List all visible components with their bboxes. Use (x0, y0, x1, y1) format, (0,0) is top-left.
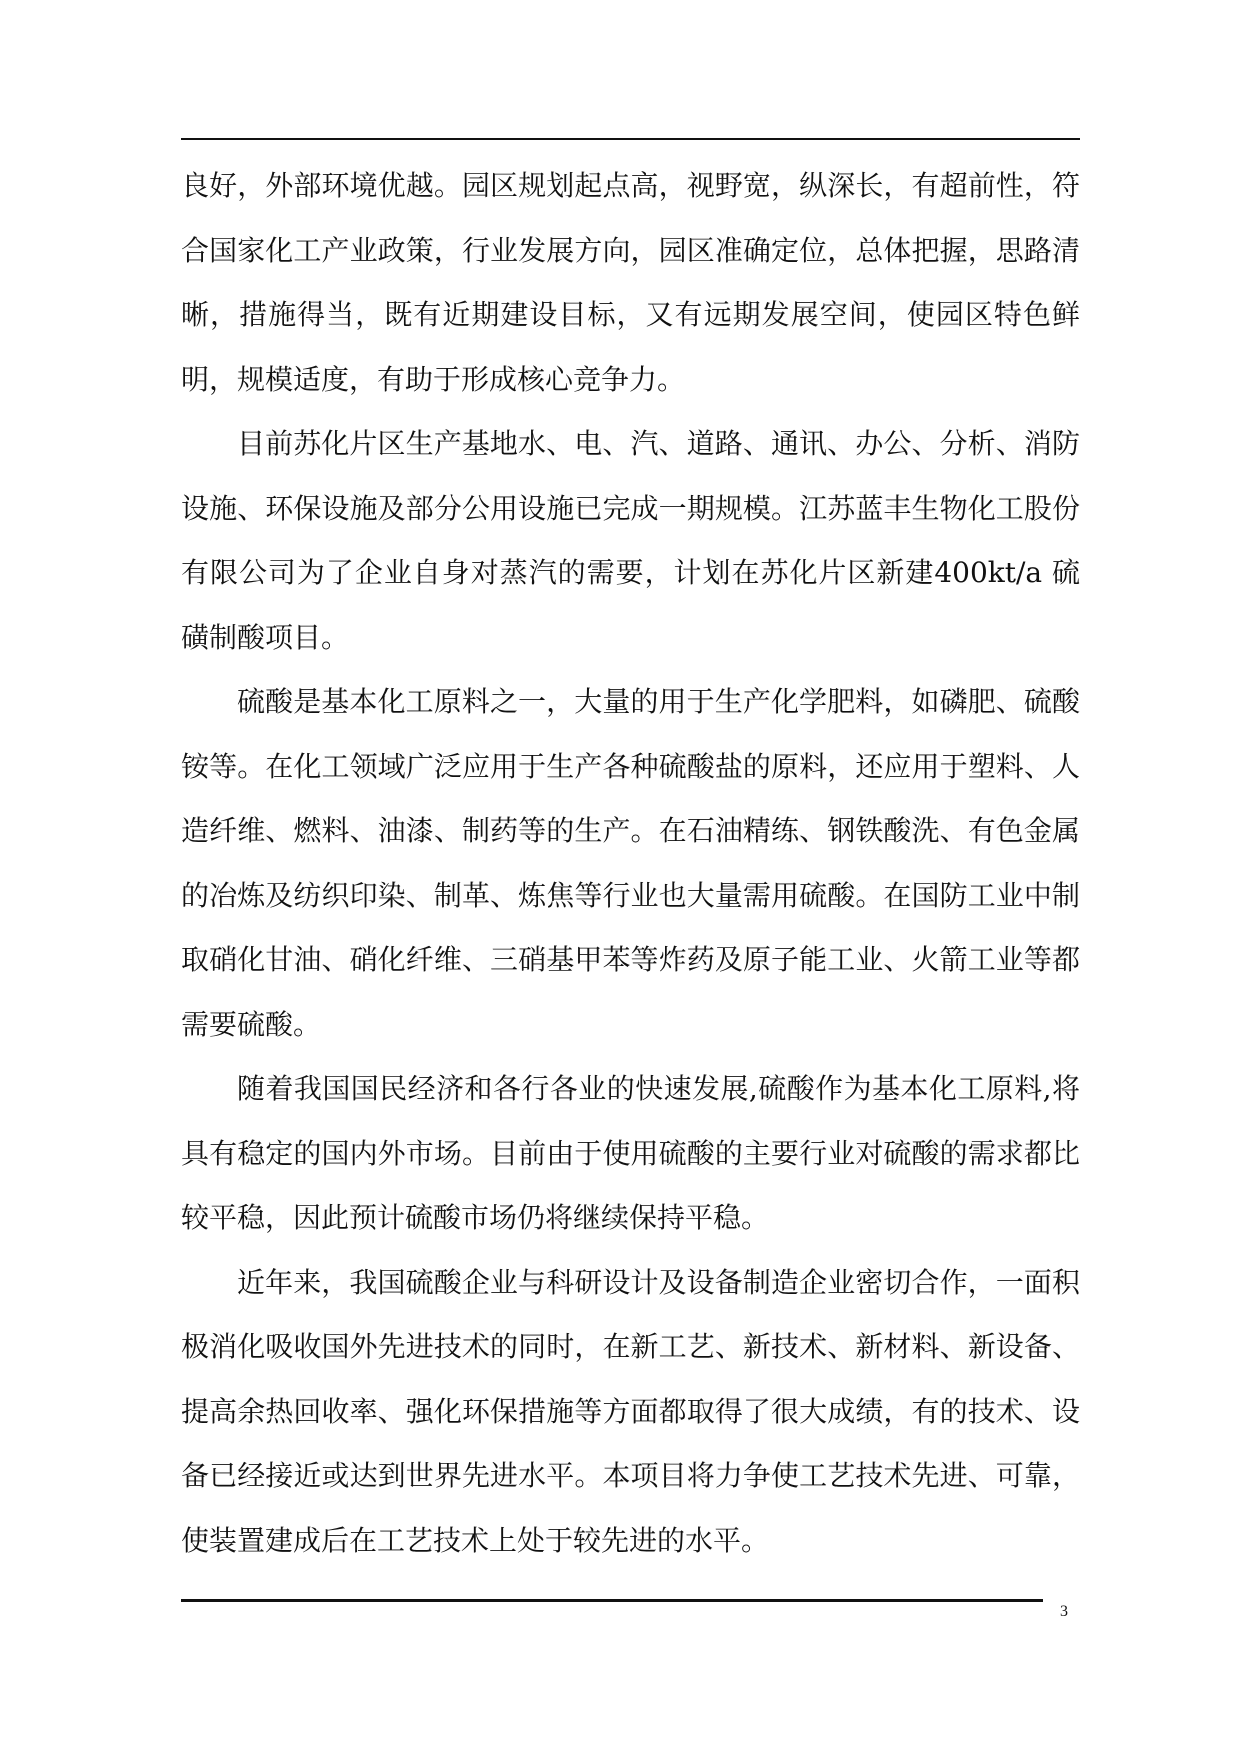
page-number: 3 (1060, 1603, 1068, 1620)
paragraph-1: 良好，外部环境优越。园区规划起点高，视野宽，纵深长，有超前性，符合国家化工产业政策，行业发展方向，园区准确定位，总体把握，思路清晰，措施得当，既有近期建设目标，又有远期发展空间，使园区特色鲜明，规模适度，有助于形成核心竞争力。 (181, 169, 1080, 396)
footer-rule (181, 1599, 1043, 1602)
paragraph-2: 目前苏化片区生产基地水、电、汽、道路、通讯、办公、分析、消防设施、环保设施及部分公用设施已完成一期规模。江苏蓝丰生物化工股份有限公司为了企业自身对蒸汽的需要，计划在苏化片区新建400kt/a 硫磺制酸项目。 (181, 427, 1080, 654)
paragraph-3: 硫酸是基本化工原料之一，大量的用于生产化学肥料，如磷肥、硫酸铵等。在化工领域广泛应用于生产各种硫酸盐的原料，还应用于塑料、人造纤维、燃料、油漆、制药等的生产。在石油精练、钢铁酸洗、有色金属的冶炼及纺织印染、制革、炼焦等行业也大量需用硫酸。在国防工业中制取硝化甘油、硝化纤维、三硝基甲苯等炸药及原子能工业、火箭工业等都需要硫酸。 (181, 685, 1080, 1041)
document-body (181, 154, 1080, 1573)
header-rule (181, 138, 1080, 140)
paragraph-5: 近年来，我国硫酸企业与科研设计及设备制造企业密切合作，一面积极消化吸收国外先进技术的同时，在新工艺、新技术、新材料、新设备、提高余热回收率、强化环保措施等方面都取得了很大成绩，有的技术、设备已经接近或达到世界先进水平。本项目将力争使工艺技术先进、可靠，使装置建成后在工艺技术上处于较先进的水平。 (181, 1265, 1080, 1557)
paragraph-4: 随着我国国民经济和各行各业的快速发展,硫酸作为基本化工原料,将具有稳定的国内外市场。目前由于使用硫酸的主要行业对硫酸的需求都比较平稳，因此预计硫酸市场仍将继续保持平稳。 (181, 1072, 1080, 1234)
